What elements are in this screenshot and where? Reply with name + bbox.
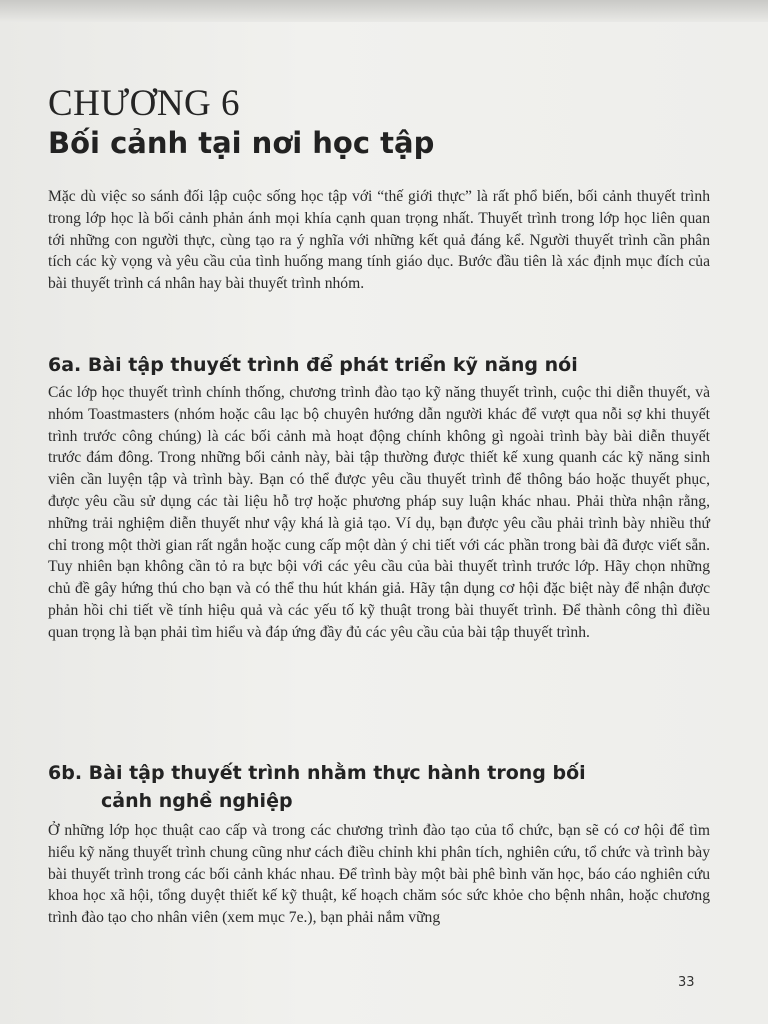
chapter-title: Bối cảnh tại nơi học tập	[48, 126, 435, 160]
section-6b-heading-line2: cảnh nghề nghiệp	[101, 790, 293, 812]
section-6b-heading	[48, 759, 718, 815]
section-6b-heading-line1: 6b. Bài tập thuyết trình nhằm thực hành trong bối	[48, 762, 586, 784]
section-6a-heading: 6a. Bài tập thuyết trình để phát triển kỹ năng nói	[48, 354, 578, 376]
section-6a-paragraph: Các lớp học thuyết trình chính thống, chương trình đào tạo kỹ năng thuyết trình, cuộc thi diễn thuyết, và nhóm Toastmasters (nhóm hoặc câu lạc bộ chuyên hướng dẫn người khác để vượt qua nỗi sợ khi thuyết trình trước công chúng) là các bối cảnh mà hoạt động chính không gì ngoài trình bày bài diễn thuyết trước đám đông. Trong những bối cảnh này, bài tập thường được thiết kế xung quanh các kỹ năng sinh viên cần luyện tập và trình bày. Bạn có thể được yêu cầu thuyết trình để thông báo hoặc thuyết phục, được yêu cầu sử dụng các tài liệu hỗ trợ hoặc phương pháp suy luận khác nhau. Phải thừa nhận rằng, những trải nghiệm diễn thuyết như vậy khá là giả tạo. Ví dụ, bạn được yêu cầu phải trình bày nhiều thứ chỉ trong một thời gian rất ngắn hoặc cung cấp một dàn ý chi tiết với các phần trong bài đã được viết sẵn. Tuy nhiên bạn không cần tỏ ra bực bội với các yêu cầu của bài thuyết trình trước lớp. Hãy chọn những chủ đề gây hứng thú cho bạn và có thể thu hút khán giả. Hãy tận dụng cơ hội đặc biệt này để nhận được phản hồi chi tiết về tính hiệu quả và các yếu tố kỹ thuật trong bài thuyết trình. Để thành công thì điều quan trọng là bạn phải tìm hiểu và đáp ứng đầy đủ các yêu cầu của bài tập thuyết trình.	[48, 384, 710, 641]
chapter-number: CHƯƠNG 6	[48, 83, 241, 124]
section-6b-paragraph: Ở những lớp học thuật cao cấp và trong các chương trình đào tạo của tổ chức, bạn sẽ có cơ hội để tìm hiểu kỹ năng thuyết trình chung cũng như cách điều chỉnh khi phân tích, nghiên cứu, tổ chức và trình bày bài thuyết trình trong các bối cảnh khác nhau. Để trình bày một bài phê bình văn học, báo cáo nghiên cứu khoa học xã hội, tổng duyệt thiết kế kỹ thuật, kế hoạch chăm sóc sức khỏe cho bệnh nhân, hoặc chương trình đào tạo cho nhân viên (xem mục 7e.), bạn phải nắm vững	[48, 822, 710, 927]
page-top-shadow	[0, 0, 768, 22]
intro-paragraph: Mặc dù việc so sánh đối lập cuộc sống học tập với “thế giới thực” là rất phổ biến, bối cảnh thuyết trình trong lớp học là bối cảnh phản ánh mọi khía cạnh quan trọng nhất. Thuyết trình trong lớp học liên quan tới những con người thực, cùng tạo ra ý nghĩa với những kết quả đáng kể. Người thuyết trình cần phân tích các kỳ vọng và yêu cầu của tình huống mang tính giáo dục. Bước đầu tiên là xác định mục đích của bài thuyết trình cá nhân hay bài thuyết trình nhóm.	[48, 188, 710, 293]
page-number: 33	[678, 975, 695, 990]
